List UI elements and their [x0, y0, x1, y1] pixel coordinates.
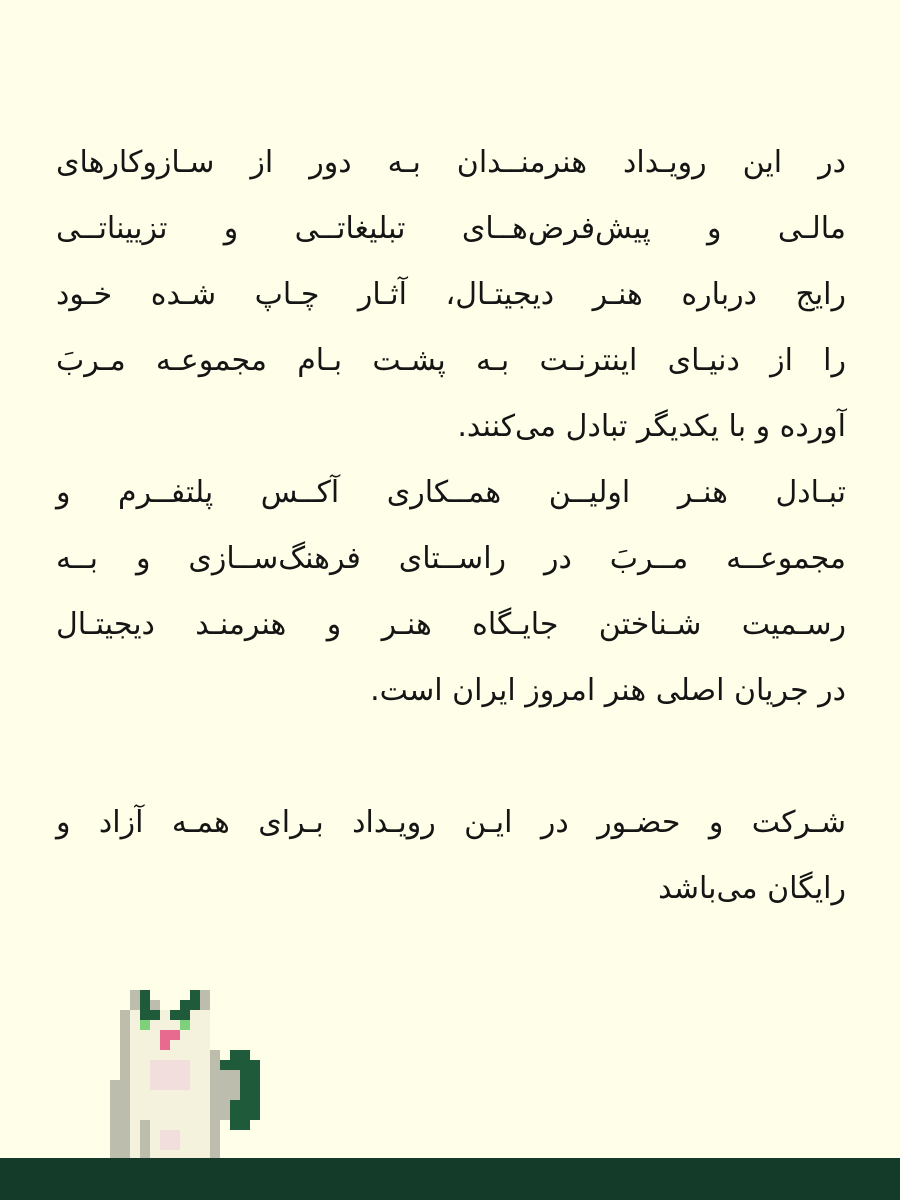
text-line: شـرکت و حضـور در ایـن رویـداد بـرای همـه آزاد و — [56, 805, 846, 840]
paragraph-gap — [56, 724, 846, 790]
announcement-text — [56, 130, 846, 922]
cat-ears — [130, 990, 210, 1010]
text-line: آورده و با یکدیگر تبادل می‌کنند. — [457, 409, 846, 444]
text-line: در جریان اصلی هنر امروز ایران است. — [370, 673, 846, 708]
paragraph-participation — [56, 790, 846, 922]
paragraph-collaboration — [56, 460, 846, 724]
text-line: در این رویـداد هنرمنــدان بـه دور از سـازوکارهای — [56, 145, 846, 180]
footer-bar — [0, 1158, 900, 1200]
cat-head — [120, 1010, 210, 1050]
text-line: مالـی و پیش‌فرض‌هــای تبلیغاتــی و تزییناتــی — [56, 211, 846, 246]
text-line: تبـادل هنـر اولیــن همــکاری آکــس پلتفــرم و — [56, 475, 846, 510]
text-line: را از دنیـای اینترنـت بـه پشـت بـام مجموعـه مـربَ — [56, 343, 846, 378]
cat-tail — [220, 1050, 260, 1130]
text-line: رایج درباره هنـر دیجیتـال، آثـار چـاپ شـده خـود — [56, 277, 846, 312]
text-line: مجموعــه مــربَ در راســتای فرهنگ‌ســازی و بــه — [56, 541, 846, 576]
pixel-cat-illustration — [110, 990, 270, 1160]
text-line: رایگان می‌باشد — [658, 871, 846, 906]
text-line: رسـمیت شـناختن جایـگاه هنـر و هنرمنـد دیجیتـال — [56, 607, 846, 642]
paragraph-intro — [56, 130, 846, 460]
cat-body — [110, 1050, 220, 1160]
